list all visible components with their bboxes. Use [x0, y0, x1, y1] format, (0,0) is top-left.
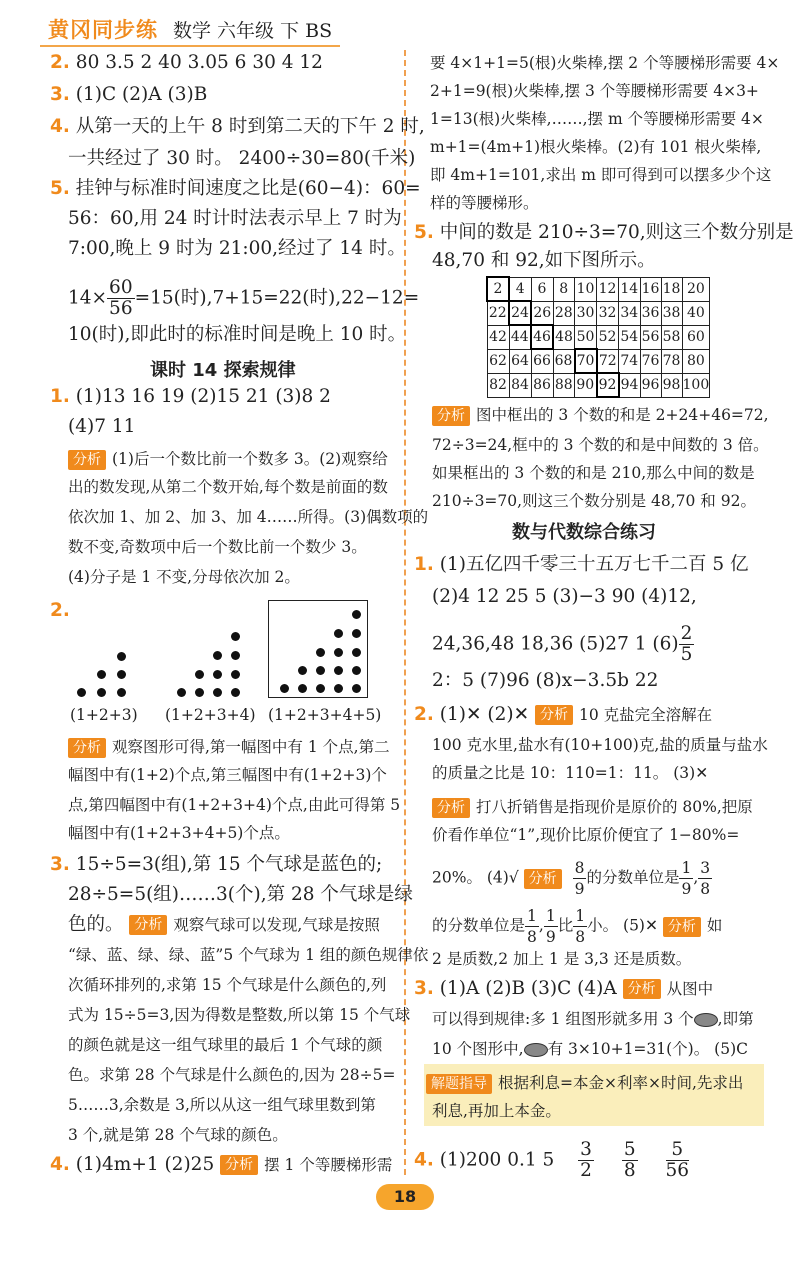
grid-cell: 12 [597, 277, 619, 301]
grid-cell: 50 [575, 325, 597, 349]
grid-cell: 36 [640, 301, 661, 325]
fraction: $\frac{8}{9}$ [574, 859, 585, 898]
grid-cell: 90 [575, 373, 597, 397]
analysis-text: 如果框出的 3 个数的和是 210,那么中间的数是 [432, 464, 755, 482]
analysis-tag: 分析 [663, 917, 701, 937]
analysis-text: 幅图中有(1+2+3+4+5)个点。 [68, 824, 290, 842]
section-title: 数与代数综合练习 [512, 522, 656, 543]
grid-cell: 6 [531, 277, 553, 301]
item-number: 4. [50, 116, 70, 137]
analysis-text: 可以得到规律:多 1 组图形就多用 3 个 [432, 1010, 694, 1028]
tip-tag: 解题指导 [426, 1074, 492, 1094]
grid-row [487, 301, 710, 325]
analysis-text: ,即第 [717, 1010, 754, 1028]
answer-line: (2)4 12 25 5 (3)−3 90 (4)12, [432, 586, 697, 607]
analysis-text: 5……3,余数是 3,所以从这一组气球里数到第 [68, 1096, 376, 1114]
answer-line: 从第一天的上午 8 时到第二天的下午 2 时, [75, 116, 425, 137]
grid-cell: 80 [682, 349, 710, 373]
analysis-text: 色。求第 28 个气球是什么颜色的,因为 28÷5= [68, 1066, 396, 1084]
analysis-tag: 分析 [129, 915, 167, 935]
analysis-text: 2 是质数,2 加上 1 是 3,3 还是质数。 [432, 950, 692, 968]
grid-cell: 30 [575, 301, 597, 325]
answer-text: 14× [68, 287, 108, 309]
header-underline [40, 45, 340, 47]
grid-cell: 26 [531, 301, 553, 325]
grid-cell: 18 [661, 277, 682, 301]
item-number: 1. [414, 554, 434, 575]
analysis-tag: 分析 [68, 738, 106, 758]
item-number: 3. [50, 84, 70, 105]
grid-cell: 38 [661, 301, 682, 325]
grid-cell: 40 [682, 301, 710, 325]
grid-cell: 54 [619, 325, 641, 349]
page-header [0, 0, 810, 50]
analysis-text: 出的数发现,从第二个数开始,每个数是前面的数 [68, 478, 388, 496]
analysis-tag: 分析 [535, 705, 573, 725]
grid-cell: 42 [487, 325, 509, 349]
grid-cell: 34 [619, 301, 641, 325]
ellipse-shape-icon [524, 1043, 548, 1057]
section-title: 课时 14 探索规律 [150, 360, 296, 381]
analysis-text: 即 4m+1=101,求出 m 即可得到可以摆多少个这 [430, 166, 772, 184]
analysis-text: 10 克盐完全溶解在 [578, 706, 713, 724]
analysis-text: 价看作单位“1”,现价比原价便宜了 1−80%= [432, 826, 740, 844]
fraction: $\frac{1}{9}$ [681, 859, 692, 898]
grid-cell: 56 [640, 325, 661, 349]
grid-cell: 10 [575, 277, 597, 301]
answer-line: 一共经过了 30 时。 2400÷30=80(千米) [68, 148, 416, 169]
grid-cell: 52 [597, 325, 619, 349]
answer-text: 24,36,48 18,36 (5)27 1 (6) [432, 633, 679, 655]
answer-line: 中间的数是 210÷3=70,则这三个数分别是 [439, 222, 794, 243]
analysis-tag: 分析 [220, 1155, 258, 1175]
answer-line: (1)C (2)A (3)B [75, 84, 208, 105]
analysis-text: 次循环排列的,求第 15 个气球是什么颜色的,列 [68, 976, 387, 994]
fraction: $\frac{5}{56}$ [665, 1139, 690, 1181]
grid-cell: 22 [487, 301, 509, 325]
item-number: 5. [414, 222, 434, 243]
tip-text: 利息,再加上本金。 [432, 1102, 561, 1120]
grid-cell: 28 [553, 301, 575, 325]
analysis-text: 20%。 (4)√ [432, 868, 519, 887]
analysis-text: 观察图形可得,第一幅图中有 1 个点,第二 [112, 738, 390, 756]
analysis-text: 有 3×10+1=31(个)。 (5)C [547, 1040, 748, 1058]
item-number: 4. [414, 1149, 434, 1171]
grid-row [487, 277, 710, 301]
grid-cell: 2 [487, 277, 509, 301]
figure-caption: (1+2+3+4+5) [268, 706, 382, 724]
grid-cell: 74 [619, 349, 641, 373]
analysis-text: 3 个,就是第 28 个气球的颜色。 [68, 1126, 288, 1144]
grid-cell: 48 [553, 325, 575, 349]
analysis-text: 的分数单位是 [432, 916, 526, 935]
analysis-text: 图中框出的 3 个数的和是 2+24+46=72, [476, 406, 769, 424]
analysis-text: 100 克水里,盐水有(10+100)克,盐的质量与盐水 [432, 736, 768, 754]
analysis-text: 的分数单位是 [586, 868, 680, 887]
analysis-text: “绿、蓝、绿、绿、蓝”5 个气球为 1 组的颜色规律依 [68, 946, 429, 964]
grid-cell: 4 [509, 277, 531, 301]
item-number: 1. [50, 386, 70, 407]
analysis-text: (1)后一个数比前一个数多 3。(2)观察给 [112, 450, 388, 468]
grid-cell: 46 [531, 325, 553, 349]
fraction: $\frac{1}{9}$ [545, 907, 556, 946]
analysis-tag: 分析 [432, 406, 470, 426]
fraction: $\frac{60}{56}$ [109, 277, 133, 319]
figure-caption: (1+2+3) [70, 706, 138, 724]
grid-cell: 58 [661, 325, 682, 349]
analysis-text: 打八折销售是指现价是原价的 80%,把原 [476, 798, 753, 816]
grid-cell: 78 [661, 349, 682, 373]
item-number: 2. [50, 52, 70, 73]
tip-text: 根据利息=本金×利率×时间,先求出 [498, 1074, 744, 1092]
grid-cell: 24 [509, 301, 531, 325]
answer-line: 56：60,用 24 时计时法表示早上 7 时为 [68, 208, 402, 229]
fraction: $\frac{5}{8}$ [623, 1139, 636, 1181]
analysis-tag: 分析 [68, 450, 106, 470]
answer-line: (1)五亿四千零三十五万七千二百 5 亿 [439, 554, 749, 575]
analysis-text: 72÷3=24,框中的 3 个数的和是中间数的 3 倍。 [432, 436, 769, 454]
answer-line: 挂钟与标准时间速度之比是(60−4)：60= [75, 178, 421, 199]
analysis-text: 要 4×1+1=5(根)火柴棒,摆 2 个等腰梯形需要 4× [430, 54, 780, 72]
item-number: 4. [50, 1154, 70, 1175]
grid-cell: 62 [487, 349, 509, 373]
grid-cell: 100 [682, 373, 710, 397]
fraction: $\frac{3}{8}$ [700, 859, 711, 898]
grid-row [487, 349, 710, 373]
answer-line: 15÷5=3(组),第 15 个气球是蓝色的; [75, 854, 383, 875]
item-number: 3. [50, 854, 70, 875]
brand-title: 黄冈同步练 [48, 18, 158, 42]
answer-line: 80 3.5 2 40 3.05 6 30 4 12 [75, 52, 323, 73]
grid-cell: 68 [553, 349, 575, 373]
grid-cell: 66 [531, 349, 553, 373]
grid-cell: 96 [640, 373, 661, 397]
answer-line: (1)13 16 19 (2)15 21 (3)8 2 [75, 386, 331, 407]
grid-cell: 14 [619, 277, 641, 301]
answer-text: (1)200 0.1 5 [439, 1149, 555, 1171]
analysis-tag: 分析 [524, 869, 562, 889]
figure-caption: (1+2+3+4) [165, 706, 256, 724]
fraction: $\frac{3}{2}$ [580, 1139, 592, 1181]
analysis-text: 式为 15÷5=3,因为得数是整数,所以第 15 个气球 [68, 1006, 411, 1024]
grid-row [487, 373, 710, 397]
analysis-text: 1=13(根)火柴棒,……,摆 m 个等腰梯形需要 4× [430, 110, 764, 128]
grid-cell: 86 [531, 373, 553, 397]
grid-cell: 72 [597, 349, 619, 373]
analysis-text: 观察气球可以发现,气球是按照 [173, 916, 380, 934]
analysis-text: 依次加 1、加 2、加 3、加 4……所得。(3)偶数项的 [68, 508, 429, 526]
analysis-text: 比 [557, 916, 574, 935]
grid-cell: 44 [509, 325, 531, 349]
answer-text: 色的。 [68, 914, 124, 935]
analysis-text: 小。 (5)✕ [587, 916, 658, 935]
number-grid [486, 276, 710, 398]
analysis-text: 的质量之比是 10：110=1：11。 (3)✕ [432, 764, 709, 782]
grid-cell: 92 [597, 373, 619, 397]
answer-line: (1)4m+1 (2)25 [75, 1154, 215, 1175]
analysis-text: 点,第四幅图中有(1+2+3+4)个点,由此可得第 5 [68, 796, 401, 814]
grid-cell: 82 [487, 373, 509, 397]
grid-cell: 64 [509, 349, 531, 373]
subject-title: 数学 六年级 下 BS [173, 20, 333, 42]
grid-cell: 8 [553, 277, 575, 301]
grid-cell: 16 [640, 277, 661, 301]
analysis-tag: 分析 [432, 798, 470, 818]
answer-text: (1)✕ (2)✕ [439, 704, 530, 725]
page-number: 18 [376, 1184, 434, 1210]
analysis-text: 如 [706, 916, 723, 935]
fraction: $\frac{2}{5}$ [680, 623, 693, 665]
answer-line: 2：5 (7)96 (8)x−3.5b 22 [432, 670, 659, 691]
analysis-text: m+1=(4m+1)根火柴棒。(2)有 101 根火柴棒, [430, 138, 762, 156]
analysis-text: 数不变,奇数项中后一个数比前一个数少 3。 [68, 538, 367, 556]
grid-cell: 70 [575, 349, 597, 373]
fraction: $\frac{1}{8}$ [575, 907, 586, 946]
analysis-text: 的颜色就是这一组气球里的最后 1 个气球的颜 [68, 1036, 383, 1054]
grid-cell: 88 [553, 373, 575, 397]
answer-text: (1)A (2)B (3)C (4)A [439, 978, 617, 999]
grid-cell: 94 [619, 373, 641, 397]
analysis-text: 幅图中有(1+2)个点,第三幅图中有(1+2+3)个 [68, 766, 387, 784]
answer-line: 7:00,晚上 9 时为 21:00,经过了 14 时。 [68, 238, 406, 259]
answer-text: =15(时),7+15=22(时),22−12= [134, 287, 420, 309]
ellipse-shape-icon [694, 1013, 718, 1027]
item-number: 2. [50, 600, 70, 621]
analysis-text: 样的等腰梯形。 [430, 194, 539, 212]
analysis-text: 摆 1 个等腰梯形需 [264, 1156, 393, 1174]
grid-cell: 98 [661, 373, 682, 397]
answer-line: 48,70 和 92,如下图所示。 [432, 250, 656, 271]
grid-cell: 76 [640, 349, 661, 373]
grid-cell: 84 [509, 373, 531, 397]
grid-row [487, 325, 710, 349]
answer-line: 28÷5=5(组)……3(个),第 28 个气球是绿 [68, 884, 413, 905]
grid-cell: 60 [682, 325, 710, 349]
analysis-tag: 分析 [623, 979, 661, 999]
answer-line: (4)7 11 [68, 416, 136, 437]
grid-cell: 20 [682, 277, 710, 301]
analysis-text: 2+1=9(根)火柴棒,摆 3 个等腰梯形需要 4×3+ [430, 82, 759, 100]
item-number: 2. [414, 704, 434, 725]
item-number: 5. [50, 178, 70, 199]
grid-cell: 32 [597, 301, 619, 325]
analysis-text: 从图中 [666, 980, 714, 998]
analysis-text: 10 个图形中, [432, 1040, 524, 1058]
analysis-text: 210÷3=70,则这三个数分别是 48,70 和 92。 [432, 492, 756, 510]
item-number: 3. [414, 978, 434, 999]
fraction: $\frac{1}{8}$ [527, 907, 537, 946]
analysis-text: (4)分子是 1 不变,分母依次加 2。 [68, 568, 300, 586]
answer-line: 10(时),即此时的标准时间是晚上 10 时。 [68, 324, 407, 345]
